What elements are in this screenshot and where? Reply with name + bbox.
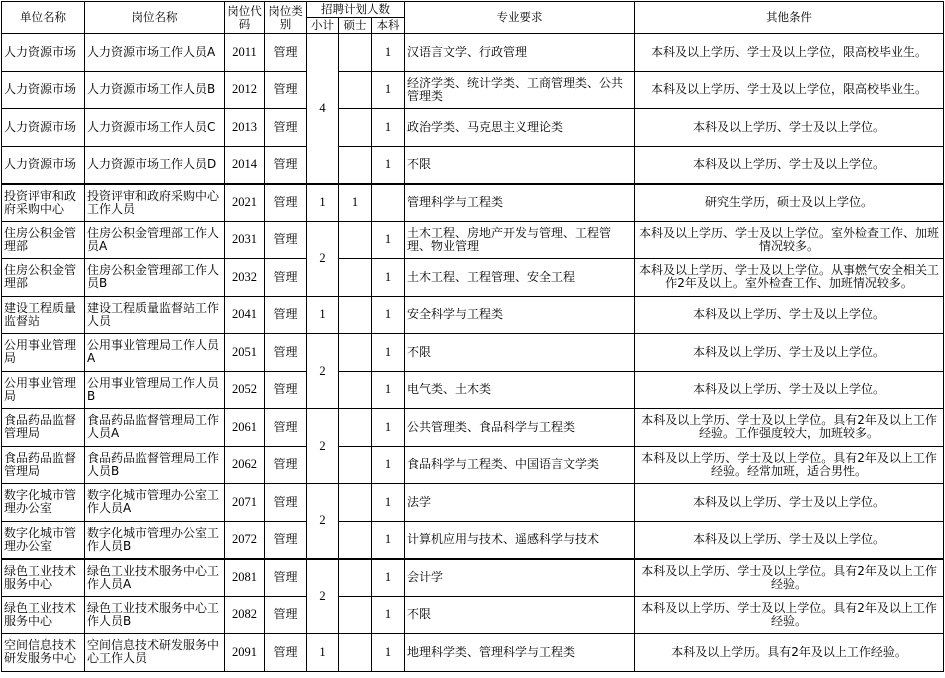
code-cell: 2051 [225,334,265,372]
major-cell: 管理科学与工程类 [405,184,635,222]
table-row [2,446,944,484]
master-cell [339,446,372,484]
header-master: 硕士 [339,18,372,34]
code-cell: 2061 [225,409,265,447]
other-cell: 本科及以上学历、学士及以上学位。 [635,334,944,372]
unit-cell: 人力资源市场 [2,34,85,72]
major-cell: 不限 [405,146,635,184]
type-cell: 管理 [265,446,307,484]
type-cell: 管理 [265,146,307,184]
master-cell [339,334,372,372]
code-cell: 2021 [225,184,265,222]
major-cell: 安全科学与工程类 [405,296,635,334]
table-row [2,334,944,372]
header-subtotal: 小计 [307,18,339,34]
post-cell: 食品药品监督管理局工作人员B [85,446,225,484]
other-cell: 本科及以上学历、学士及以上学位。 [635,109,944,147]
type-cell: 管理 [265,484,307,522]
recruitment-table [1,1,944,672]
other-cell: 本科及以上学历、学士及以上学位。具有2年及以上工作经验。 [635,559,944,597]
subtotal-cell: 2 [307,334,339,409]
bachelor-cell: 1 [372,109,405,147]
unit-cell: 空间信息技术研发服务中心 [2,634,85,672]
subtotal-cell: 1 [307,184,339,222]
bachelor-cell: 1 [372,221,405,259]
unit-cell: 食品药品监督管理局 [2,409,85,447]
table-row [2,409,944,447]
major-cell: 公共管理类、食品科学与工程类 [405,409,635,447]
bachelor-cell: 1 [372,409,405,447]
type-cell: 管理 [265,109,307,147]
type-cell: 管理 [265,596,307,634]
major-cell: 不限 [405,334,635,372]
subtotal-cell: 2 [307,221,339,296]
master-cell [339,559,372,597]
master-cell [339,484,372,522]
code-cell: 2091 [225,634,265,672]
other-cell: 本科及以上学历、学士及以上学位。 [635,296,944,334]
other-cell: 本科及以上学历、学士及以上学位。具有2年及以上工作经验。工作强度较大，加班较多。 [635,409,944,447]
post-cell: 数字化城市管理办公室工作人员B [85,521,225,559]
table-row [2,146,944,184]
subtotal-cell: 2 [307,559,339,634]
subtotal-cell: 1 [307,296,339,334]
other-cell: 本科及以上学历、学士及以上学位。从事燃气安全相关工作2年及以上。室外检查工作、加班情况较多。 [635,259,944,297]
major-cell: 地理科学类、管理科学与工程类 [405,634,635,672]
table-row [2,596,944,634]
table-row [2,559,944,597]
code-cell: 2032 [225,259,265,297]
header-bachelor: 本科 [372,18,405,34]
subtotal-cell: 1 [307,634,339,672]
code-cell: 2012 [225,71,265,109]
code-cell: 2072 [225,521,265,559]
other-cell: 研究生学历，硕士及以上学位。 [635,184,944,222]
master-cell [339,259,372,297]
major-cell: 法学 [405,484,635,522]
post-cell: 投资评审和政府采购中心工作人员 [85,184,225,222]
master-cell [339,71,372,109]
bachelor-cell: 1 [372,521,405,559]
bachelor-cell: 1 [372,446,405,484]
unit-cell: 住房公积金管理部 [2,221,85,259]
bachelor-cell: 1 [372,71,405,109]
post-cell: 住房公积金管理部工作人员A [85,221,225,259]
table-row [2,221,944,259]
table-row [2,259,944,297]
code-cell: 2052 [225,371,265,409]
master-cell [339,409,372,447]
major-cell: 电气类、土木类 [405,371,635,409]
master-cell [339,296,372,334]
type-cell: 管理 [265,634,307,672]
unit-cell: 食品药品监督管理局 [2,446,85,484]
type-cell: 管理 [265,71,307,109]
post-cell: 绿色工业技术服务中心工作人员B [85,596,225,634]
code-cell: 2014 [225,146,265,184]
code-cell: 2062 [225,446,265,484]
header-row-1 [2,2,944,18]
other-cell: 本科及以上学历、学士及以上学位，限高校毕业生。 [635,34,944,72]
header-type: 岗位类别 [265,2,307,34]
master-cell [339,109,372,147]
other-cell: 本科及以上学历、学士及以上学位。 [635,521,944,559]
major-cell: 会计学 [405,559,635,597]
other-cell: 本科及以上学历、学士及以上学位。 [635,371,944,409]
master-cell [339,34,372,72]
header-unit: 单位名称 [2,2,85,34]
unit-cell: 绿色工业技术服务中心 [2,559,85,597]
header-major: 专业要求 [405,2,635,34]
unit-cell: 公用事业管理局 [2,334,85,372]
other-cell: 本科及以上学历、学士及以上学位。具有2年及以上工作经验。经常加班，适合男性。 [635,446,944,484]
table-row [2,634,944,672]
subtotal-cell: 2 [307,484,339,559]
post-cell: 人力资源市场工作人员B [85,71,225,109]
type-cell: 管理 [265,371,307,409]
bachelor-cell: 1 [372,146,405,184]
header-post: 岗位名称 [85,2,225,34]
major-cell: 政治学类、马克思主义理论类 [405,109,635,147]
unit-cell: 人力资源市场 [2,146,85,184]
code-cell: 2071 [225,484,265,522]
post-cell: 数字化城市管理办公室工作人员A [85,484,225,522]
master-cell [339,146,372,184]
table-row [2,484,944,522]
unit-cell: 人力资源市场 [2,71,85,109]
code-cell: 2031 [225,221,265,259]
header-other: 其他条件 [635,2,944,34]
unit-cell: 住房公积金管理部 [2,259,85,297]
bachelor-cell: 1 [372,371,405,409]
post-cell: 绿色工业技术服务中心工作人员A [85,559,225,597]
type-cell: 管理 [265,184,307,222]
code-cell: 2082 [225,596,265,634]
subtotal-cell: 4 [307,34,339,184]
master-cell [339,521,372,559]
type-cell: 管理 [265,559,307,597]
bachelor-cell: 1 [372,596,405,634]
type-cell: 管理 [265,334,307,372]
unit-cell: 建设工程质量监督站 [2,296,85,334]
subtotal-cell: 2 [307,409,339,484]
master-cell [339,634,372,672]
table-row [2,184,944,222]
type-cell: 管理 [265,296,307,334]
major-cell: 土木工程、房地产开发与管理、工程管理、物业管理 [405,221,635,259]
post-cell: 人力资源市场工作人员A [85,34,225,72]
code-cell: 2041 [225,296,265,334]
master-cell [339,371,372,409]
table-row [2,109,944,147]
master-cell [339,596,372,634]
post-cell: 食品药品监督管理局工作人员A [85,409,225,447]
type-cell: 管理 [265,259,307,297]
post-cell: 住房公积金管理部工作人员B [85,259,225,297]
post-cell: 空间信息技术研发服务中心工作人员 [85,634,225,672]
post-cell: 公用事业管理局工作人员B [85,371,225,409]
other-cell: 本科及以上学历、学士及以上学位。具有2年及以上工作经验。 [635,596,944,634]
other-cell: 本科及以上学历、学士及以上学位。 [635,146,944,184]
major-cell: 计算机应用与技术、遥感科学与技术 [405,521,635,559]
major-cell: 土木工程、工程管理、安全工程 [405,259,635,297]
post-cell: 建设工程质量监督站工作人员 [85,296,225,334]
unit-cell: 绿色工业技术服务中心 [2,596,85,634]
table-row [2,521,944,559]
table-row [2,34,944,72]
unit-cell: 投资评审和政府采购中心 [2,184,85,222]
major-cell: 食品科学与工程类、中国语言文学类 [405,446,635,484]
header-code: 岗位代码 [225,2,265,34]
other-cell: 本科及以上学历。具有2年及以上工作经验。 [635,634,944,672]
table-row [2,296,944,334]
post-cell: 人力资源市场工作人员C [85,109,225,147]
code-cell: 2011 [225,34,265,72]
type-cell: 管理 [265,221,307,259]
unit-cell: 数字化城市管理办公室 [2,484,85,522]
unit-cell: 公用事业管理局 [2,371,85,409]
unit-cell: 人力资源市场 [2,109,85,147]
master-cell [339,221,372,259]
post-cell: 人力资源市场工作人员D [85,146,225,184]
bachelor-cell: 1 [372,559,405,597]
type-cell: 管理 [265,409,307,447]
code-cell: 2013 [225,109,265,147]
unit-cell: 数字化城市管理办公室 [2,521,85,559]
other-cell: 本科及以上学历、学士及以上学位，限高校毕业生。 [635,71,944,109]
bachelor-cell: 1 [372,296,405,334]
post-cell: 公用事业管理局工作人员A [85,334,225,372]
bachelor-cell: 1 [372,334,405,372]
master-cell: 1 [339,184,372,222]
type-cell: 管理 [265,521,307,559]
other-cell: 本科及以上学历、学士及以上学位。室外检查工作、加班情况较多。 [635,221,944,259]
other-cell: 本科及以上学历、学士及以上学位。 [635,484,944,522]
major-cell: 经济学类、统计学类、工商管理类、公共管理类 [405,71,635,109]
major-cell: 不限 [405,596,635,634]
bachelor-cell [372,184,405,222]
code-cell: 2081 [225,559,265,597]
type-cell: 管理 [265,34,307,72]
bachelor-cell: 1 [372,484,405,522]
bachelor-cell: 1 [372,634,405,672]
table-row [2,371,944,409]
header-plan: 招聘计划人数 [307,2,405,18]
major-cell: 汉语言文学、行政管理 [405,34,635,72]
table-row [2,71,944,109]
bachelor-cell: 1 [372,34,405,72]
bachelor-cell: 1 [372,259,405,297]
